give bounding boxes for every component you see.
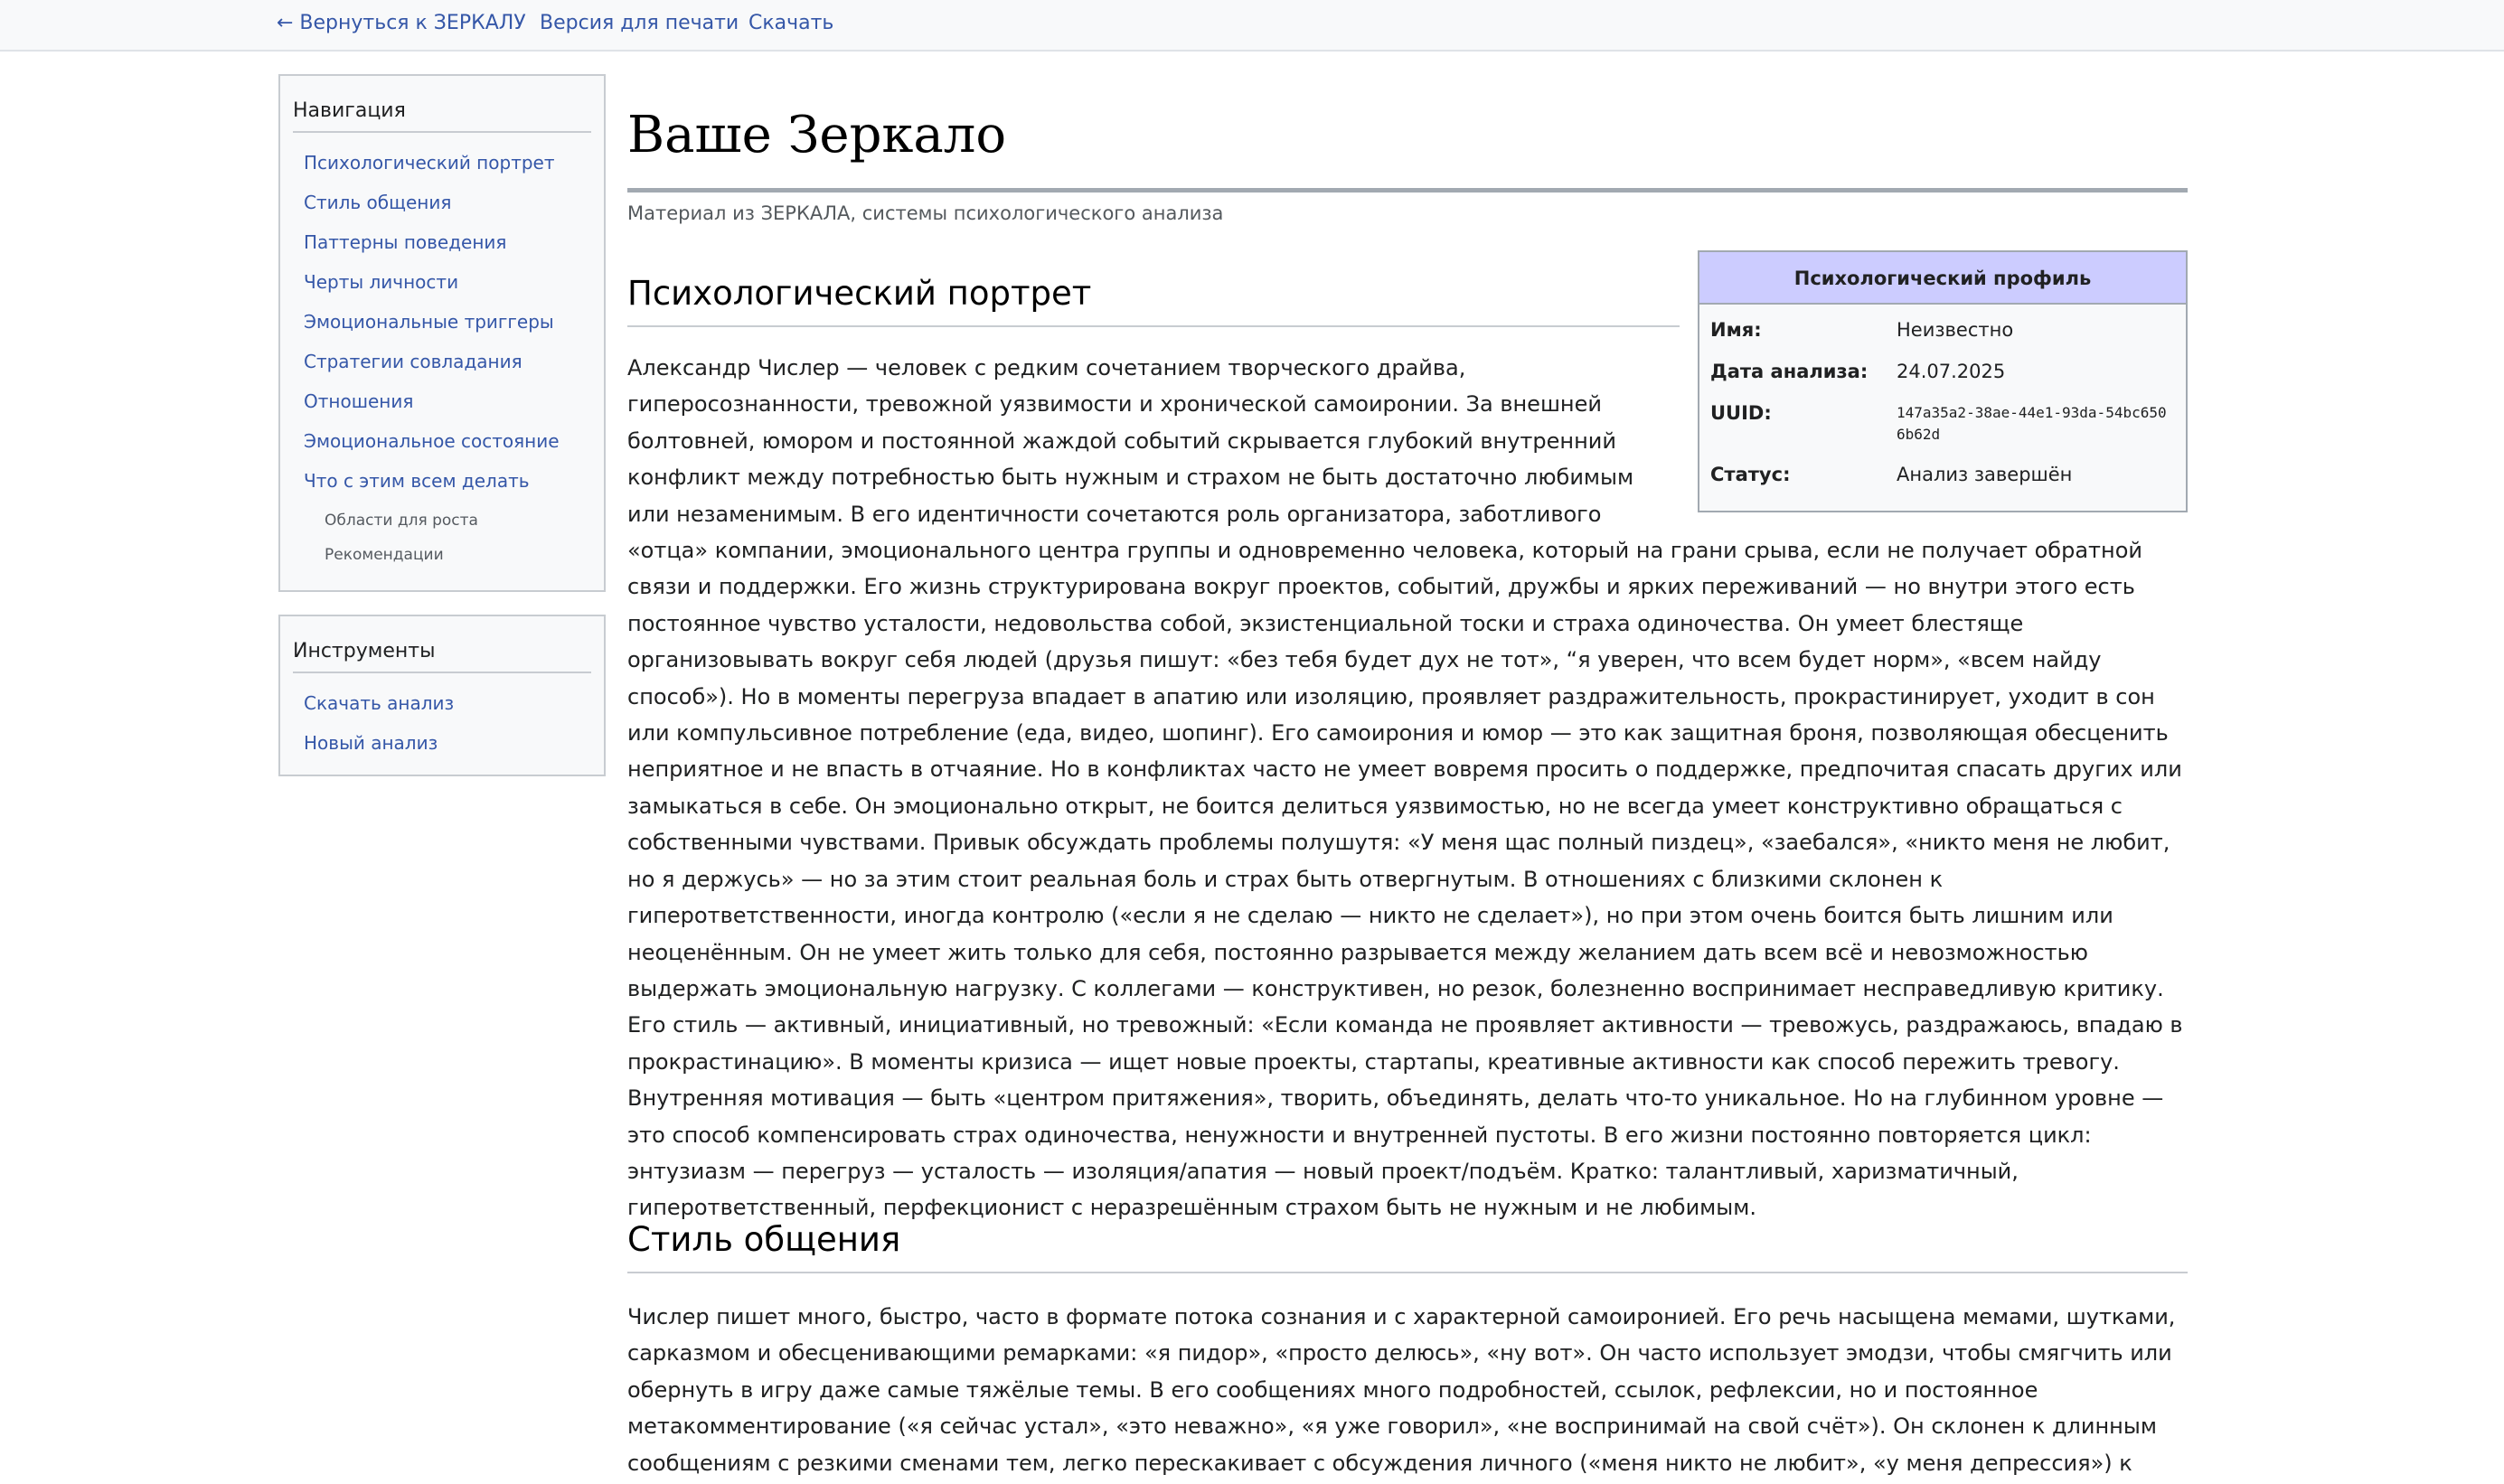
- print-version-link[interactable]: Версия для печати: [540, 12, 739, 34]
- infobox-status-label: Статус:: [1710, 464, 1791, 485]
- tool-download-analysis[interactable]: Скачать анализ: [304, 692, 455, 714]
- page-tagline: Материал из ЗЕРКАЛА, системы психологического анализа: [627, 202, 1224, 224]
- infobox-spacer: [1680, 350, 2188, 531]
- nav-item-emotional-state[interactable]: Эмоциональное состояние: [304, 430, 560, 452]
- section-heading-portrait: Психологический портрет: [627, 274, 1680, 327]
- infobox-name-value: Неизвестно: [1897, 319, 2014, 341]
- infobox-uuid-label: UUID:: [1710, 402, 1772, 424]
- nav-item-portrait[interactable]: Психологический портрет: [304, 152, 555, 174]
- nav-item-behavior-patterns[interactable]: Паттерны поведения: [304, 231, 507, 253]
- portrait-paragraph-wrap: [627, 350, 2188, 1226]
- navigation-list: [304, 152, 560, 578]
- nav-item-what-to-do[interactable]: Что с этим всем делать: [304, 470, 530, 492]
- infobox-uuid-value: 147a35a2-38ae-44e1-93da-54bc6506b62d: [1897, 404, 2167, 443]
- download-link[interactable]: Скачать: [748, 12, 834, 34]
- top-bar: [0, 0, 2504, 52]
- tools-title: Инструменты: [293, 640, 591, 673]
- portrait-paragraph: Александр Числер — человек с редким сочетанием творческого драйва, гиперосознанности, тревожной уязвимости и хронической самоиронии. За внешней болтовней, юмором и постоянной жаждой событий скрывается глубокий внутренний конфликт между потребностью быть нужным и страхом не быть достаточно любимым или незаменимым. В его идентичности сочетаются роль организатора, заботливого «отца» компании, эмоционального центра группы и одновременно человека, который на грани срыва, если не получает обратной связи и поддержки. Его жизнь структурирована вокруг проектов, событий, дружбы и ярких переживаний — но внутри этого есть постоянное чувство усталости, недовольства собой, экзистенциальной тоски и страха одиночества. Он умеет блестяще организовывать вокруг себя людей (друзья пишут: «без тебя будет дух не тот», “я уверен, что всем будет норм», «всем найду способ»). Но в моменты перегруза впадает в апатию или изоляцию, проявляет раздражительность, прокрастинирует, уходит в сон или компульсивное потребление (еда, видео, шопинг). Его самоирония и юмор — это как защитная броня, позволяющая обесценить неприятное и не впасть в отчаяние. Но в конфликтах часто не умеет вовремя просить о поддержке, предпочитая спасать других или замыкаться в себе. Он эмоционально открыт, не боится делиться уязвимостью, но не всегда умеет конструктивно обращаться с собственными чувствами. Привык обсуждать проблемы полушутя: «У меня щас полный пиздец», «заебался», «никто меня не любит, но я держусь» — но за этим стоит реальная боль и страх быть отвергнутым. В отношениях с близкими склонен к гиперответственности, иногда контролю («если я не сделаю — никто не сделает»), но при этом очень боится быть лишним или неоценённым. Он не умеет жить только для себя, постоянно разрывается между желанием дать всем всё и невозможностью выдержать эмоциональную нагрузку. С коллегами — конструктивен, но резок, болезненно воспринимает несправедливую критику. Его стиль — активный, инициативный, но тревожный: «Если команда не проявляет активности — тревожусь, раздражаюсь, впадаю в прокрастинацию». В моменты кризиса — ищет новые проекты, стартапы, креативные активности как способ пережить тревогу. Внутренняя мотивация — быть «центром притяжения», творить, объединять, делать что-то уникальное. Но на глубинном уровне — это способ компенсировать страх одиночества, ненужности и внутренней пустоты. В его жизни постоянно повторяется цикл: энтузиазм — перегруз — усталость — изоляция/апатия — новый проект/подъём. Кратко: талантливый, харизматичный, гиперответственный, перфекционист с неразрешённым страхом быть не нужным и не любимым.: [627, 355, 2183, 1221]
- infobox-date-label: Дата анализа:: [1710, 361, 1869, 382]
- tool-new-analysis[interactable]: Новый анализ: [304, 732, 438, 754]
- nav-subitem-recommendations[interactable]: Рекомендации: [325, 546, 444, 564]
- navigation-title: Навигация: [293, 99, 591, 133]
- infobox-date-value: 24.07.2025: [1897, 361, 2006, 382]
- nav-item-emotional-triggers[interactable]: Эмоциональные триггеры: [304, 311, 554, 333]
- nav-item-relationships[interactable]: Отношения: [304, 390, 414, 412]
- infobox-title: Психологический профиль: [1699, 252, 2186, 305]
- tools-panel: [278, 615, 606, 776]
- page-title: Ваше Зеркало: [627, 99, 2188, 193]
- back-to-mirror-link[interactable]: ← Вернуться к ЗЕРКАЛУ: [277, 12, 526, 34]
- nav-item-personality-traits[interactable]: Черты личности: [304, 271, 459, 293]
- nav-item-communication-style[interactable]: Стиль общения: [304, 192, 452, 213]
- tools-list: [304, 692, 454, 772]
- infobox-status-value: Анализ завершён: [1897, 464, 2073, 485]
- navigation-panel: [278, 74, 606, 592]
- nav-item-coping-strategies[interactable]: Стратегии совладания: [304, 351, 522, 372]
- communication-style-paragraph: Числер пишет много, быстро, часто в формате потока сознания и с характерной самоиронией. Его речь насыщена мемами, шутками, сарказмом и обесценивающими ремарками: «я пидор», «просто делюсь», «ну вот». Он часто использует эмодзи, чтобы смягчить или обернуть в игру даже самые тяжёлые темы. В его сообщениях много подробностей, ссылок, рефлексии, но и постоянное метакомментирование («я сейчас устал», «это неважно», «я уже говорил», «не воспринимай на свой счёт»). Он склонен к длинным сообщениям с резкими сменами тем, легко перескакивает с обсуждения личного («меня никто не любит», «у меня депрессия») к: [627, 1304, 2176, 1476]
- infobox-name-label: Имя:: [1710, 319, 1762, 341]
- nav-subitem-growth-areas[interactable]: Области для роста: [325, 512, 478, 530]
- section-heading-communication-style: Стиль общения: [627, 1220, 2188, 1273]
